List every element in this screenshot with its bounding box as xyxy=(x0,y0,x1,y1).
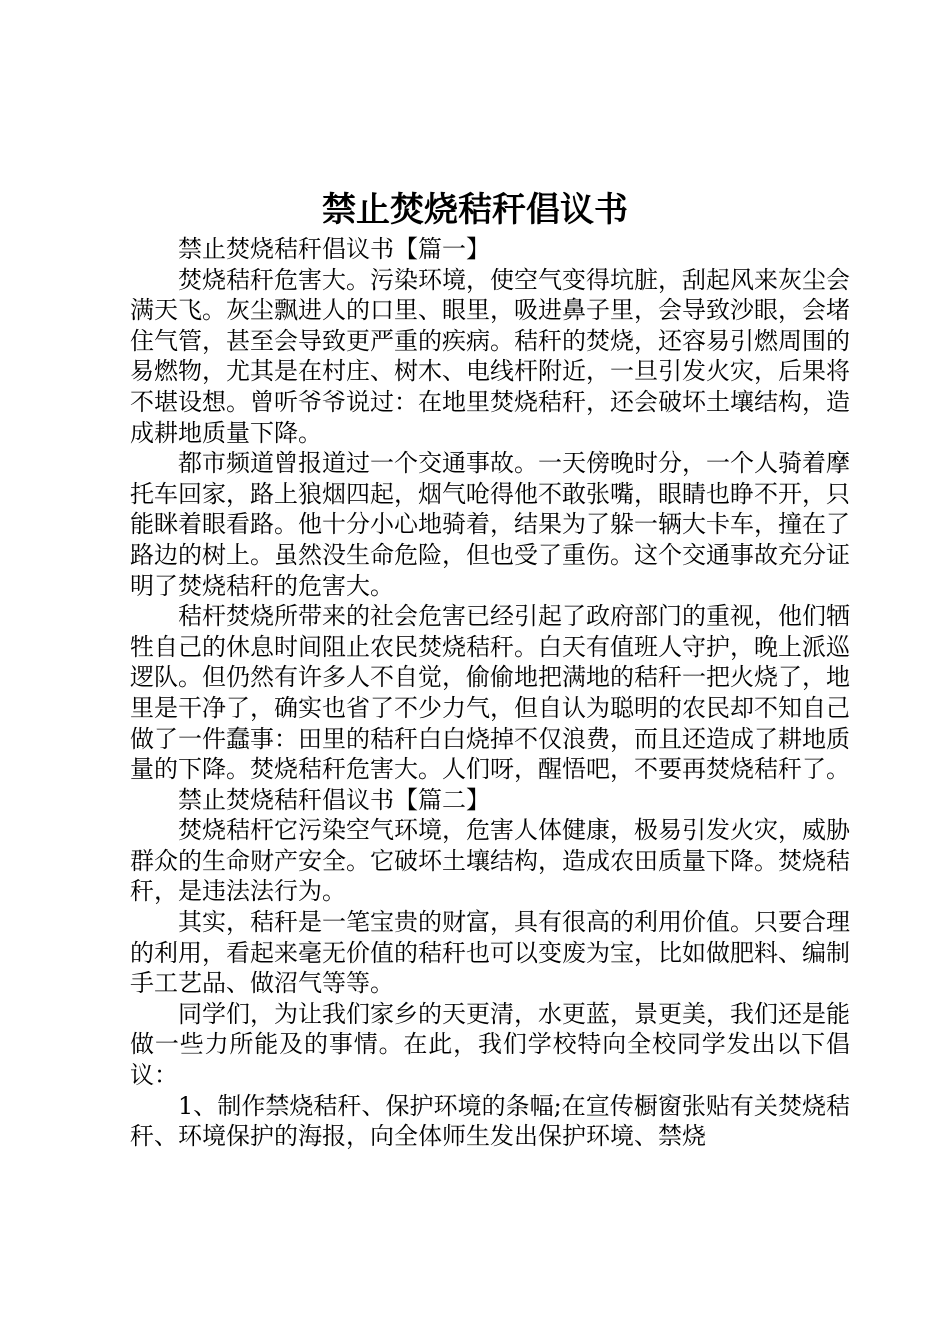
paragraph: 都市频道曾报道过一个交通事故。一天傍晚时分，一个人骑着摩托车回家，路上狼烟四起，烟气呛得他不敢张嘴，眼睛也睁不开，只能眯着眼看路。他十分小心地骑着，结果为了躲一辆大卡车，撞在了路边的树上。虽然没生命危险，但也受了重伤。这个交通事故充分证明了焚烧秸秆的危害大。 xyxy=(130,449,850,600)
paragraph: 秸杆焚烧所带来的社会危害已经引起了政府部门的重视，他们牺牲自己的休息时间阻止农民焚烧秸秆。白天有值班人守护，晚上派巡逻队。但仍然有许多人不自觉，偷偷地把满地的秸秆一把火烧了，地里是干净了，确实也省了不少力气，但自认为聪明的农民却不知自己做了一件蠢事：田里的秸秆白白烧掉不仅浪费，而且还造成了耕地质量的下降。焚烧秸秆危害大。人们呀，醒悟吧，不要再焚烧秸秆了。 xyxy=(130,602,850,784)
paragraph: 1、制作禁烧秸秆、保护环境的条幅;在宣传橱窗张贴有关焚烧秸秆、环境保护的海报，向全体师生发出保护环境、禁烧 xyxy=(130,1091,850,1151)
document-title: 禁止焚烧秸秆倡议书 xyxy=(322,190,628,230)
document-body xyxy=(130,234,850,1152)
paragraph: 同学们，为让我们家乡的天更清，水更蓝，景更美，我们还是能做一些力所能及的事情。在此，我们学校特向全校同学发出以下倡议： xyxy=(130,999,850,1090)
paragraph: 焚烧秸秆危害大。污染环境，使空气变得坑脏，刮起风来灰尘会满天飞。灰尘飘进人的口里、眼里，吸进鼻子里，会导致沙眼，会堵住气管，甚至会导致更严重的疾病。秸秆的焚烧，还容易引燃周围的易燃物，尤其是在村庄、树木、电线杆附近，一旦引发火灾，后果将不堪设想。曾听爷爷说过：在地里焚烧秸秆，还会破坏土壤结构，造成耕地质量下降。 xyxy=(130,265,850,447)
paragraph: 其实，秸秆是一笔宝贵的财富，具有很高的利用价值。只要合理的利用，看起来毫无价值的秸秆也可以变废为宝，比如做肥料、编制手工艺品、做沼气等等。 xyxy=(130,908,850,998)
section-heading-part1: 禁止焚烧秸秆倡议书【篇一】 xyxy=(178,235,490,263)
paragraph: 焚烧秸杆它污染空气环境，危害人体健康，极易引发火灾，威胁群众的生命财产安全。它破坏土壤结构，造成农田质量下降。焚烧秸秆，是违法法行为。 xyxy=(130,816,850,906)
section-heading-part2: 禁止焚烧秸秆倡议书【篇二】 xyxy=(178,785,490,814)
